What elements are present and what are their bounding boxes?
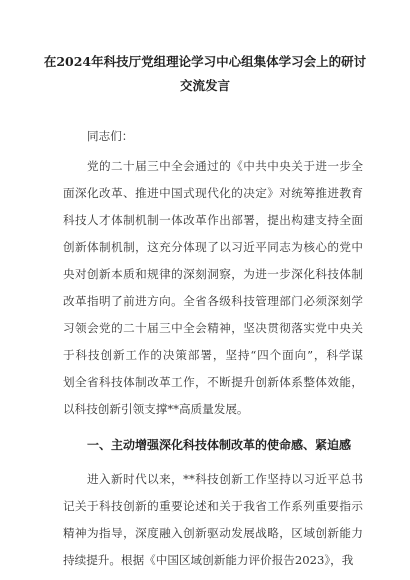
paragraph-1-line: 以科技创新引领支撑**高质量发展。 xyxy=(63,402,249,416)
paragraph-1-line: 央对创新本质和规律的深刻洞察，为进一步深化科技体制 xyxy=(63,267,363,281)
section-1-heading: 一、主动增强深化科技体制改革的使命感、紧迫感 xyxy=(87,438,352,452)
paragraph-1-line: 改革指明了前进方向。全省各级科技管理部门必须深刻学 xyxy=(63,294,363,308)
paragraph-1-line: 面深化改革、推进中国式现代化的决定》对统筹推进教育 xyxy=(63,186,363,200)
paragraph-1-line: 创新体制机制，这充分体现了以习近平同志为核心的党中 xyxy=(63,240,363,254)
paragraph-2-line: 进入新时代以来，**科技创新工作坚持以习近平总书 xyxy=(87,472,363,486)
paragraph-1-line: 习领会党的二十届三中全会精神，坚决贯彻落实党中央关 xyxy=(63,321,363,335)
salutation: 同志们： xyxy=(87,129,134,143)
document-title-line-2: 交流发言 xyxy=(179,78,230,93)
document-title-line-1: 在2024年科技厅党组理论学习中心组集体学习会上的研讨 xyxy=(43,54,367,69)
paragraph-1-line: 划全省科技体制改革工作，不断提升创新体系整体效能， xyxy=(63,375,363,389)
paragraph-2-line: 精神为指导，深度融入创新驱动发展战略，区域创新能力 xyxy=(63,526,363,540)
paragraph-2-line: 记关于科技创新的重要论述和关于我省工作系列重要指示 xyxy=(63,499,363,513)
paragraph-1-line: 于科技创新工作的决策部署，坚持“四个面向”，科学谋 xyxy=(63,348,363,362)
paragraph-1-line: 科技人才体制机制一体改革作出部署，提出构建支持全面 xyxy=(63,213,363,227)
paragraph-1-line: 党的二十届三中全会通过的《中共中央关于进一步全 xyxy=(87,159,363,173)
paragraph-2-line: 持续提升。根据《中国区域创新能力评价报告2023》，我 xyxy=(63,553,354,567)
